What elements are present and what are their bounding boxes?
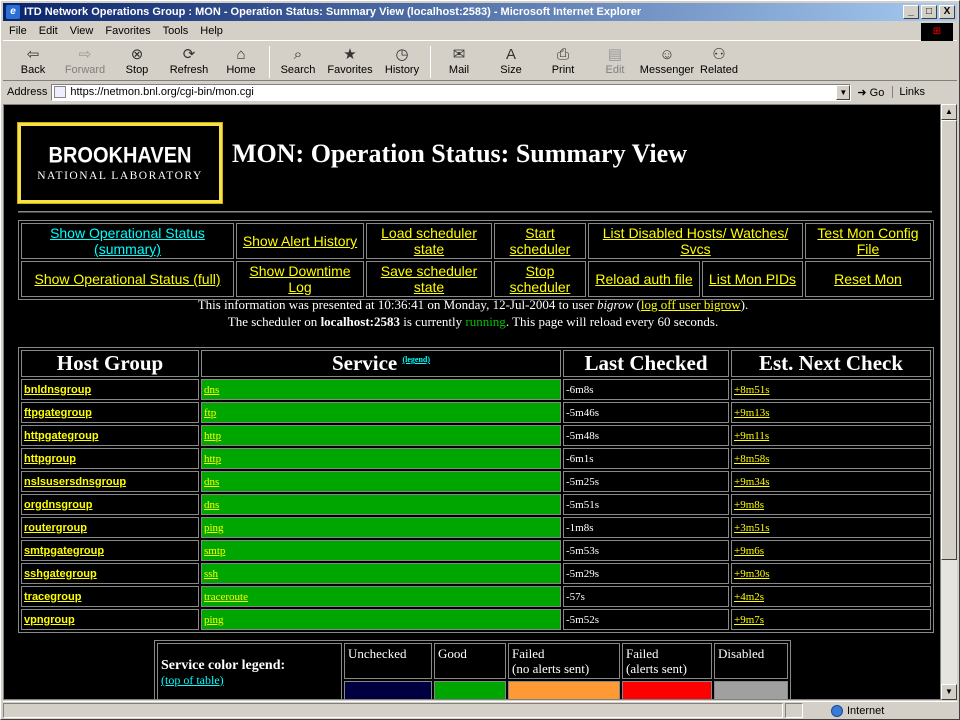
history-icon: ◷ (395, 46, 409, 63)
info-text: This information was presented at 10:36:41 on Monday, 12-Jul-2004 to user bigrow (log off user bigrow). The scheduler on localhost:2583 is currently running. This page will reload every 60 seconds. (197, 297, 749, 329)
logo-line1: BROOKHAVEN (48, 143, 192, 168)
logo-line2: NATIONAL LABORATORY (37, 169, 203, 182)
stop-button[interactable]: ⊗ Stop (125, 46, 149, 76)
minimize-button[interactable]: _ (903, 5, 919, 19)
table-row (21, 540, 931, 561)
nav-list-pids[interactable]: List Mon PIDs (708, 271, 797, 287)
mail-button[interactable]: ✉ Mail (448, 46, 470, 76)
table-row (21, 425, 931, 446)
service-link[interactable]: http (204, 429, 222, 442)
nav-save-scheduler-state[interactable]: Save scheduler state (380, 263, 478, 295)
table-row (21, 448, 931, 469)
back-arrow-icon: ⇦ (26, 46, 40, 63)
nav-show-alert-history[interactable]: Show Alert History (242, 233, 358, 249)
header-host-group: Host Group (21, 350, 199, 377)
header-last-checked: Last Checked (563, 350, 729, 377)
next-check-link[interactable]: +9m11s (731, 425, 931, 446)
nav-show-status-full[interactable]: Show Operational Status (full) (34, 271, 221, 287)
service-cell (201, 379, 561, 400)
legend-title: Service color legend: (161, 658, 286, 673)
close-button[interactable]: X (939, 5, 955, 19)
last-checked-cell: -5m52s (563, 609, 729, 630)
stop-icon: ⊗ (130, 46, 144, 63)
scroll-down-button[interactable]: ▼ (941, 684, 957, 700)
host-group-link[interactable]: ftpgategroup (21, 402, 199, 423)
ie-logo-icon: e (6, 5, 20, 19)
nav-reload-auth[interactable]: Reload auth file (595, 271, 693, 287)
next-check-link[interactable]: +9m34s (731, 471, 931, 492)
brookhaven-logo (18, 123, 222, 203)
favorites-button[interactable]: ★ Favorites (327, 46, 373, 76)
service-link[interactable]: dns (204, 498, 220, 511)
service-link[interactable]: http (204, 452, 222, 465)
size-button[interactable]: A Size (500, 46, 522, 76)
legend-swatch (508, 681, 620, 700)
service-cell (201, 540, 561, 561)
next-check-link[interactable]: +9m7s (731, 609, 931, 630)
service-link[interactable]: traceroute (204, 590, 248, 603)
last-checked-cell: -6m1s (563, 448, 729, 469)
refresh-icon: ⟳ (182, 46, 196, 63)
status-bar (3, 701, 957, 719)
nav-test-config[interactable]: Test Mon Config File (817, 225, 919, 257)
menu-file[interactable]: File (9, 25, 27, 37)
next-check-link[interactable]: +3m51s (731, 517, 931, 538)
table-row (21, 494, 931, 515)
service-cell (201, 609, 561, 630)
address-dropdown-button[interactable]: ▼ (836, 85, 850, 100)
messenger-icon: ☺ (659, 46, 675, 63)
page-content (3, 104, 941, 700)
size-icon: A (505, 46, 516, 63)
legend-disabled-label: Disabled (714, 643, 788, 679)
legend-failed-no-alerts-label: Failed (no alerts sent) (508, 643, 620, 679)
status-pane (785, 703, 803, 718)
last-checked-cell: -5m29s (563, 563, 729, 584)
title-bar (3, 3, 957, 21)
toolbar-separator (430, 46, 431, 78)
scheduler-host: localhost:2583 (320, 314, 401, 329)
header-next-check: Est. Next Check (731, 350, 931, 377)
nav-show-downtime-log[interactable]: Show Downtime Log (249, 263, 351, 295)
edit-button[interactable]: ▤ Edit (605, 46, 625, 76)
related-icon: ⚇ (712, 46, 726, 63)
globe-icon (831, 705, 843, 717)
service-cell (201, 448, 561, 469)
security-zone: Internet (827, 705, 957, 717)
toolbar-separator (269, 46, 270, 78)
next-check-link[interactable]: +4m2s (731, 586, 931, 607)
service-link[interactable]: dns (204, 475, 220, 488)
edit-icon: ▤ (607, 46, 623, 63)
vertical-scrollbar[interactable] (941, 104, 957, 700)
next-check-link[interactable]: +8m58s (731, 448, 931, 469)
search-button[interactable]: ⌕ Search (280, 46, 316, 76)
go-button[interactable]: ➜ Go (857, 86, 885, 99)
service-link[interactable]: dns (204, 383, 220, 396)
next-check-link[interactable]: +8m51s (731, 379, 931, 400)
nav-load-scheduler-state[interactable]: Load scheduler state (381, 225, 477, 257)
legend-swatch (344, 681, 432, 700)
scroll-up-button[interactable]: ▲ (941, 104, 957, 120)
host-group-link[interactable]: smtpgategroup (21, 540, 199, 561)
mail-icon: ✉ (452, 46, 466, 63)
next-check-link[interactable]: +9m13s (731, 402, 931, 423)
legend-good-label: Good (434, 643, 506, 679)
address-bar (3, 82, 957, 102)
legend-swatch (622, 681, 712, 700)
print-button[interactable]: ⎙ Print (551, 46, 575, 76)
next-check-link[interactable]: +9m30s (731, 563, 931, 584)
history-button[interactable]: ◷ History (384, 46, 420, 76)
top-of-table-link[interactable]: (top of table) (161, 673, 224, 687)
header-service: Service $^{(legend)}$ (201, 350, 561, 377)
service-cell (201, 517, 561, 538)
legend-unchecked-label: Unchecked (344, 643, 432, 679)
table-row (21, 586, 931, 607)
search-icon: ⌕ (293, 46, 303, 63)
service-link[interactable]: ping (204, 613, 224, 626)
host-group-link[interactable]: sshgategroup (21, 563, 199, 584)
last-checked-cell: -5m48s (563, 425, 729, 446)
legend-swatch (434, 681, 506, 700)
address-input[interactable] (51, 84, 851, 101)
forward-button[interactable]: ⇨ Forward (64, 46, 106, 76)
legend-failed-alerts-label: Failed (alerts sent) (622, 643, 712, 679)
last-checked-cell: -5m25s (563, 471, 729, 492)
table-row (21, 609, 931, 630)
nav-list-disabled[interactable]: List Disabled Hosts/ Watches/ Svcs (602, 225, 789, 257)
next-check-link[interactable]: +9m8s (731, 494, 931, 515)
host-group-link[interactable]: bnldnsgroup (21, 379, 199, 400)
logoff-link[interactable]: log off user bigrow (640, 297, 741, 312)
toolbar (3, 43, 957, 81)
service-link[interactable]: ftp (204, 406, 217, 419)
host-group-link[interactable]: nslsusersdnsgroup (21, 471, 199, 492)
nav-start-scheduler[interactable]: Start scheduler (509, 225, 571, 257)
last-checked-cell: -6m8s (563, 379, 729, 400)
service-link[interactable]: ping (204, 521, 224, 534)
home-button[interactable]: ⌂ Home (226, 46, 256, 76)
maximize-button[interactable]: □ (921, 5, 937, 19)
service-cell (201, 586, 561, 607)
related-button[interactable]: ⚇ Related (700, 46, 738, 76)
service-cell (201, 402, 561, 423)
table-row (21, 471, 931, 492)
address-label: Address (7, 86, 48, 98)
forward-arrow-icon: ⇨ (78, 46, 92, 63)
status-text-pane (3, 703, 783, 718)
messenger-button[interactable]: ☺ Messenger (639, 46, 695, 76)
last-checked-cell: -5m53s (563, 540, 729, 561)
nav-reset-mon[interactable]: Reset Mon (834, 271, 902, 287)
service-link[interactable]: ssh (204, 567, 219, 580)
color-legend (154, 640, 791, 700)
print-icon: ⎙ (556, 46, 569, 63)
last-checked-cell: -5m51s (563, 494, 729, 515)
page-title: MON: Operation Status: Summary View (232, 139, 687, 168)
table-row (21, 563, 931, 584)
host-group-link[interactable]: tracegroup (21, 586, 199, 607)
host-group-link[interactable]: vpngroup (21, 609, 199, 630)
status-table (18, 347, 934, 633)
host-group-link[interactable]: httpgroup (21, 448, 199, 469)
next-check-link[interactable]: +9m6s (731, 540, 931, 561)
menu-favorites[interactable]: Favorites (105, 25, 151, 37)
windows-logo-icon: ⊞ (921, 23, 953, 41)
last-checked-cell: -5m46s (563, 402, 729, 423)
current-user: bigrow (596, 297, 634, 312)
table-row (21, 379, 931, 400)
legend-link[interactable]: (legend) (402, 355, 431, 364)
address-url: https://netmon.bnl.org/cgi-bin/mon.cgi (70, 86, 254, 98)
host-group-link[interactable]: orgdnsgroup (21, 494, 199, 515)
home-icon: ⌂ (236, 46, 246, 63)
legend-title-cell (157, 643, 342, 700)
menu-view[interactable]: View (69, 25, 94, 37)
service-cell (201, 494, 561, 515)
links-button[interactable]: Links (892, 86, 925, 98)
service-cell (201, 471, 561, 492)
nav-show-status-summary[interactable]: Show Operational Status (summary) (50, 225, 205, 257)
nav-stop-scheduler[interactable]: Stop scheduler (509, 263, 571, 295)
menu-help[interactable]: Help (200, 25, 223, 37)
service-cell (201, 425, 561, 446)
host-group-link[interactable]: httpgategroup (21, 425, 199, 446)
table-row (21, 402, 931, 423)
service-link[interactable]: smtp (204, 544, 226, 557)
menu-edit[interactable]: Edit (38, 25, 58, 37)
scroll-thumb[interactable] (941, 120, 957, 560)
divider (18, 211, 932, 213)
menu-tools[interactable]: Tools (162, 25, 189, 37)
back-button[interactable]: ⇦ Back (20, 46, 46, 76)
legend-swatch (714, 681, 788, 700)
menu-bar (3, 22, 957, 41)
scheduler-state: running (465, 314, 506, 329)
last-checked-cell: -57s (563, 586, 729, 607)
page-icon (54, 86, 66, 98)
go-arrow-icon: ➜ (857, 86, 867, 99)
last-checked-cell: -1m8s (563, 517, 729, 538)
service-cell (201, 563, 561, 584)
window-title: ITD Network Operations Group : MON - Operation Status: Summary View (localhost:2583) - Microsoft Internet Explorer (24, 6, 642, 18)
host-group-link[interactable]: routergroup (21, 517, 199, 538)
refresh-button[interactable]: ⟳ Refresh (169, 46, 209, 76)
favorites-icon: ★ (343, 46, 357, 63)
nav-table (18, 220, 934, 300)
table-row (21, 517, 931, 538)
